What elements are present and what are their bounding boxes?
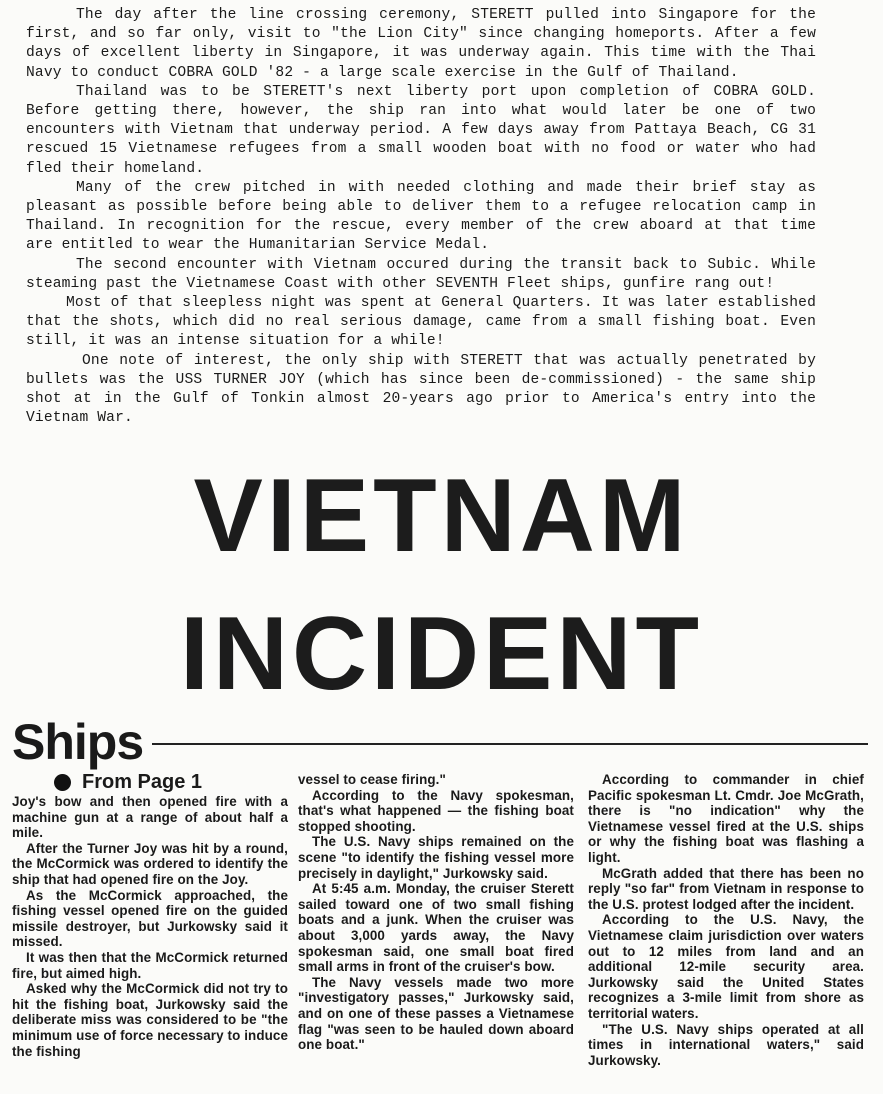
column-paragraph: According to the Navy spokesman, that's what happened — the fishing boat stopped shooting. [298, 787, 574, 834]
column-paragraph: It was then that the McCormick returned fire, but aimed high. [12, 949, 288, 981]
column-paragraph: According to commander in chief Pacific spokesman Lt. Cmdr. Joe McGrath, there is "no indication" why the Vietnamese vessel fired at the U.S. ships or why the fishing boat was flashing a light. [588, 772, 864, 865]
headline-line-2: INCIDENT [179, 596, 704, 712]
clipping-header [12, 712, 868, 772]
column-paragraph: According to the U.S. Navy, the Vietnamese claim jurisdiction over waters out to 12 miles from land and an additional 12-mile security area. Jurkowsky said the United States recognizes a 3-mile limit from shore as territorial waters. [588, 912, 864, 1021]
column-paragraph: vessel to cease firing." [298, 772, 446, 787]
narrative-paragraph: Most of that sleepless night was spent at General Quarters. It was later established that the shots, which did no real serious damage, came from a small fishing boat. Even still, it was an intense situation for a while! [26, 295, 816, 350]
narrative-paragraph: Thailand was to be STERETT's next liberty port upon completion of COBRA GOLD. Before getting there, however, the ship ran into what would later be one of two encounters with Vietnam that underway period. A few days away from Pattaya Beach, CG 31 rescued 15 Vietnamese refugees from a small wooden boat with no food or water who had fled their homeland. [26, 83, 816, 177]
column-paragraph: At 5:45 a.m. Monday, the cruiser Sterett sailed toward one of two small fishing boats and a junk. When the cruiser was about 3,000 yards away, the Navy spokesman said, one small boat fired small arms in front of the cruiser's bow. [298, 881, 574, 975]
column-paragraph: Asked why the McCormick did not try to hit the fishing boat, Jurkowsky said the deliberate miss was considered to be "the minimum use of force necessary to induce the fishing [12, 981, 288, 1059]
narrative-paragraph: The second encounter with Vietnam occured during the transit back to Subic. While steaming past the Vietnamese Coast with other SEVENTH Fleet ships, gunfire rang out! [26, 256, 816, 292]
narrative-paragraph: The day after the line crossing ceremony, STERETT pulled into Singapore for the first, and so far only, visit to "the Lion City" since changing homeports. After a few days of excellent liberty in Singapore, it was underway again. This time with the Thai Navy to conduct COBRA GOLD '82 - a large scale exercise in the Gulf of Thailand. [26, 7, 816, 81]
bullet-icon [54, 774, 71, 791]
column-paragraph: As the McCormick approached, the fishing vessel opened fire on the guided missile destroyer, but Jurkowsky said it missed. [12, 887, 288, 950]
clipping-column-3 [588, 772, 864, 1068]
section-label: Ships [12, 714, 144, 770]
continued-label: From Page 1 [82, 771, 203, 793]
column-paragraph: McGrath added that there has been no reply "so far" from Vietnam in response to the U.S. protest lodged after the incident. [588, 865, 864, 912]
continued-marker [54, 770, 202, 794]
column-paragraph: Joy's bow and then opened fire with a machine gun at a range of about half a mile. [12, 794, 288, 841]
column-paragraph: The Navy vessels made two more "investigatory passes," Jurkowsky said, and on one of these passes a Vietnamese flag "was seen to be hauled down aboard one boat." [298, 974, 574, 1053]
narrative-text [26, 6, 816, 428]
column-paragraph: The U.S. Navy ships remained on the scene "to identify the fishing vessel more precisely in daylight," Jurkowsky said. [298, 834, 574, 881]
clipping-column-2 [298, 772, 574, 1053]
section-rule [152, 743, 868, 745]
narrative-paragraph: One note of interest, the only ship with STERETT that was actually penetrated by bullets was the USS TURNER JOY (which has since been de-commissioned) - the same ship shot at in the Gulf of Tonkin almost 20-years ago prior to America's entry into the Vietnam War. [26, 352, 816, 427]
clipping-column-1 [12, 794, 288, 1059]
column-paragraph: After the Turner Joy was hit by a round, the McCormick was ordered to identify the ship that had opened fire on the Joy. [12, 840, 288, 887]
narrative-paragraph: Many of the crew pitched in with needed clothing and made their brief stay as pleasant as possible before being able to deliver them to a refugee relocation camp in Thailand. In recognition for the rescue, every member of the crew aboard at that time are entitled to wear the Humanitarian Service Medal. [26, 179, 816, 254]
headline-line-1: VIETNAM [193, 458, 690, 574]
column-paragraph: "The U.S. Navy ships operated at all times in international waters," said Jurkowsky. [588, 1021, 864, 1068]
